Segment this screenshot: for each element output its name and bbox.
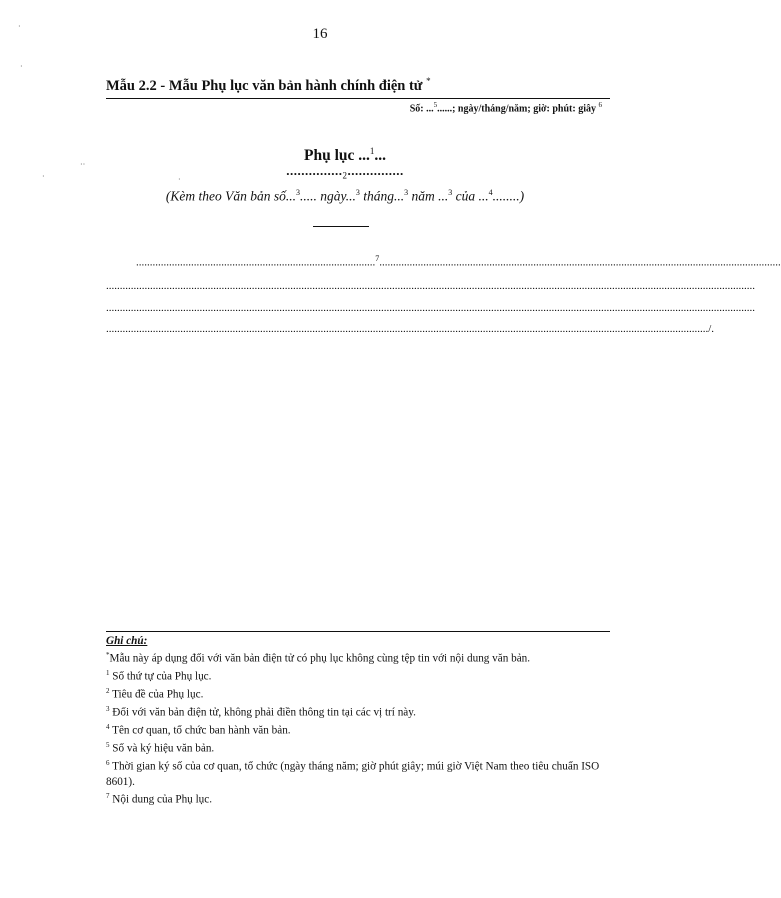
note-mark: 4 [106,723,110,732]
note-text: Đối với văn bản điện tử, không phải điền thông tin tại các vị trí này. [112,707,416,720]
title-divider [106,98,610,99]
content-line-1-left: ....................................................................................... [136,256,376,269]
ref-mark-2: 3 [355,188,360,197]
note-mark: * [106,651,110,660]
ref-mark-4: 3 [448,188,453,197]
ref-part-2: ..... ngày... [299,188,356,204]
footnote-mark-6: 6 [598,101,602,109]
subtitle-dots-right: ............... [347,163,404,178]
footnote-mark-7: 7 [375,254,380,263]
note-text: Nội dung của Phụ lục. [112,793,213,806]
form-title-text: Mẫu 2.2 - Mẫu Phụ lục văn bản hành chính điện tử [106,77,423,94]
notes-heading: Ghi chú: [106,635,148,647]
ref-mark-3: 3 [404,188,409,197]
ref-part-5: của ... [452,188,489,204]
note-item [106,666,606,684]
note-item [106,684,606,702]
ref-part-6: ........) [492,188,525,204]
page-number: 16 [312,26,328,42]
short-divider [313,226,369,227]
note-item [106,789,606,807]
subtitle-dots-left: ............... [286,163,343,178]
ref-part-4: năm ... [408,188,449,204]
form-title [106,76,610,95]
scan-speck: ·· [80,160,86,169]
content-line-4 [106,323,715,335]
footnote-mark-5: 5 [433,101,438,109]
document-number-timestamp-line [410,101,602,114]
form-title-footnote-mark: * [426,76,431,86]
note-item [106,738,606,756]
note-item [106,720,606,738]
footnote-mark-2: 2 [342,170,348,181]
note-text: Tiêu đề của Phụ lục. [112,689,204,702]
note-mark: 7 [106,791,110,800]
content-line-3: ............................................................................................................................................................................................................................................ [106,302,755,314]
scan-speck: · [20,62,23,71]
notes-section [106,634,606,807]
note-text: Thời gian ký số của cơ quan, tổ chức (ngày tháng năm; giờ phút giây; múi giờ Việt Nam theo tiêu chuẩn ISO 8601). [106,761,600,788]
appendix-title-suffix: ... [374,147,386,165]
ref-mark-5: 4 [488,188,493,197]
note-text: Tên cơ quan, tổ chức ban hành văn bản. [112,725,291,738]
appendix-title-prefix: Phụ lục ... [303,147,370,165]
scan-speck: · [18,22,21,31]
timestamp-placeholder: ......; ngày/tháng/năm; giờ: phút: giây [437,103,596,115]
ref-part-3: tháng... [359,188,405,204]
scan-speck: · [42,172,45,181]
ref-part-1: (Kèm theo Văn bản số... [165,188,296,204]
content-line-1-right: .................................................................................................................................................. [379,256,781,269]
note-mark: 2 [106,687,110,696]
content-line-4-text: .........................................................................................................................................................................................................................../. [106,323,715,335]
note-item [106,756,606,788]
note-item [106,702,606,720]
content-line-1 [136,254,781,269]
content-line-2: ............................................................................................................................................................................................................................................ [106,280,755,292]
note-mark: 1 [106,669,110,678]
note-text: Số và ký hiệu văn bản. [112,743,215,756]
scan-speck: · [178,175,181,184]
note-mark: 5 [106,741,110,750]
note-text: Mẫu này áp dụng đối với văn bản điện tử có phụ lục không cùng tệp tin với nội dung văn bản. [109,653,531,666]
footnote-mark-1: 1 [369,146,375,156]
note-item [106,648,606,666]
appendix-reference-line [0,188,690,205]
note-text: Số thứ tự của Phụ lục. [112,671,212,684]
so-label: Số: ... [409,103,434,115]
appendix-subtitle [0,163,690,181]
notes-divider [106,631,610,632]
note-mark: 3 [106,705,110,714]
ref-mark-1: 3 [295,188,300,197]
note-mark: 6 [106,759,110,768]
